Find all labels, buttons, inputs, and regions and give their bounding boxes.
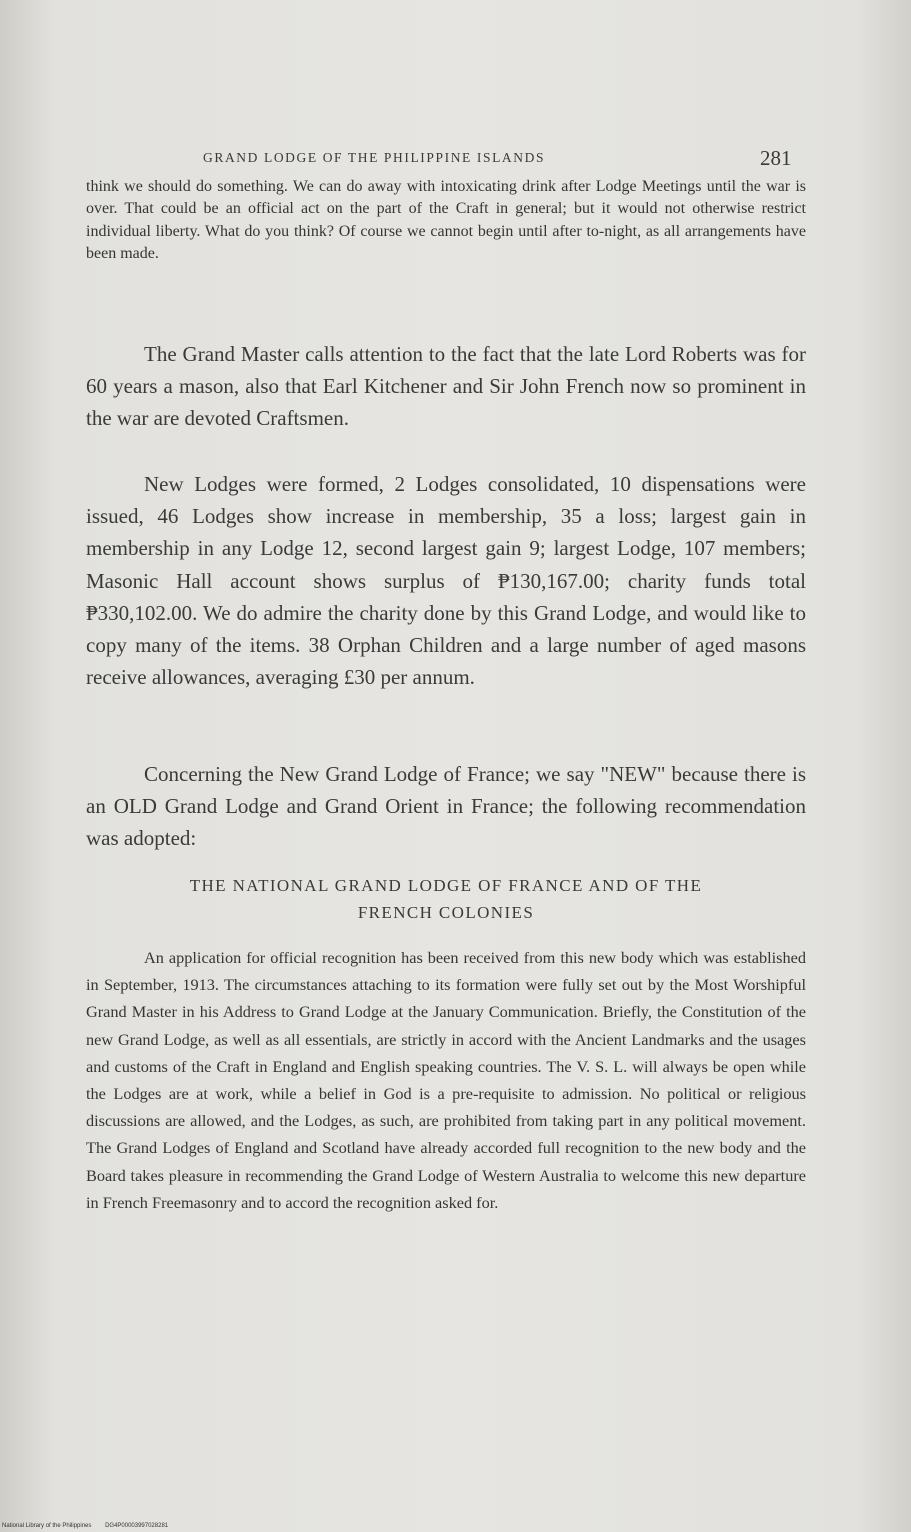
scan-footer <box>2 1523 168 1529</box>
running-title: GRAND LODGE OF THE PHILIPPINE ISLANDS <box>203 150 546 165</box>
paragraph-grand-master: The Grand Master calls attention to the fact that the late Lord Roberts was for 60 years a mason, also that Earl Kitchener and Sir John French now so prominent in the war are devoted Craftsmen. <box>86 342 806 431</box>
paragraph-recognition-recommendation: An application for official recognition has been received from this new body which was established in September, 1913. The circumstances attaching to its formation were fully set out by the Most Worshipful Grand Master in his Address to Grand Lodge at the January Communication. Briefly, the Constitution of the new Grand Lodge, as well as all essentials, are strictly in accord with the Ancient Landmarks and the usages and customs of the Craft in England and English speaking countries. The V. S. L. will always be open while the Lodges are at work, while a belief in God is a pre-requisite to admission. No political or religious discussions are allowed, and the Lodges, as such, are prohibited from taking part in any political movement. The Grand Lodges of England and Scotland have already accorded full recognition to the new body and the Board takes pleasure in recommending the Grand Lodge of Western Australia to welcome this new departure in French Freemasonry and to accord the recognition asked for. <box>86 948 806 1212</box>
paragraph-letter-excerpt: think we should do something. We can do away with intoxicating drink after Lodge Meetings until the war is over. That could be an official act on the part of the Craft in general; but it would not otherwise restrict individual liberty. What do you think? Of course we cannot begin until after to-night, as all arrangements have been made. <box>86 178 806 262</box>
page-number: 281 <box>760 146 792 170</box>
scan-identifier: DG4P00003997028281 <box>105 1523 169 1529</box>
paragraph-lodge-statistics: New Lodges were formed, 2 Lodges consolidated, 10 dispensations were issued, 46 Lodges show increase in membership, 35 a loss; largest gain in membership in any Lodge 12, second largest gain 9; largest Lodge, 107 members; Masonic Hall account shows surplus of ₱130,167.00; charity funds total ₱330,102.00. We do admire the charity done by this Grand Lodge, and would like to copy many of the items. 38 Orphan Children and a large number of aged masons receive allowances, averaging £30 per annum. <box>86 472 806 690</box>
paragraph-france-intro: Concerning the New Grand Lodge of France; we say "NEW" because there is an OLD Grand Lodge and Grand Orient in France; the following recommendation was adopted: <box>86 762 806 851</box>
library-credit: National Library of the Philippines <box>2 1523 92 1529</box>
section-heading-line-1: THE NATIONAL GRAND LODGE OF FRANCE AND OF THE <box>189 876 703 895</box>
section-heading-line-2: FRENCH COLONIES <box>357 903 535 922</box>
section-heading <box>86 872 806 926</box>
